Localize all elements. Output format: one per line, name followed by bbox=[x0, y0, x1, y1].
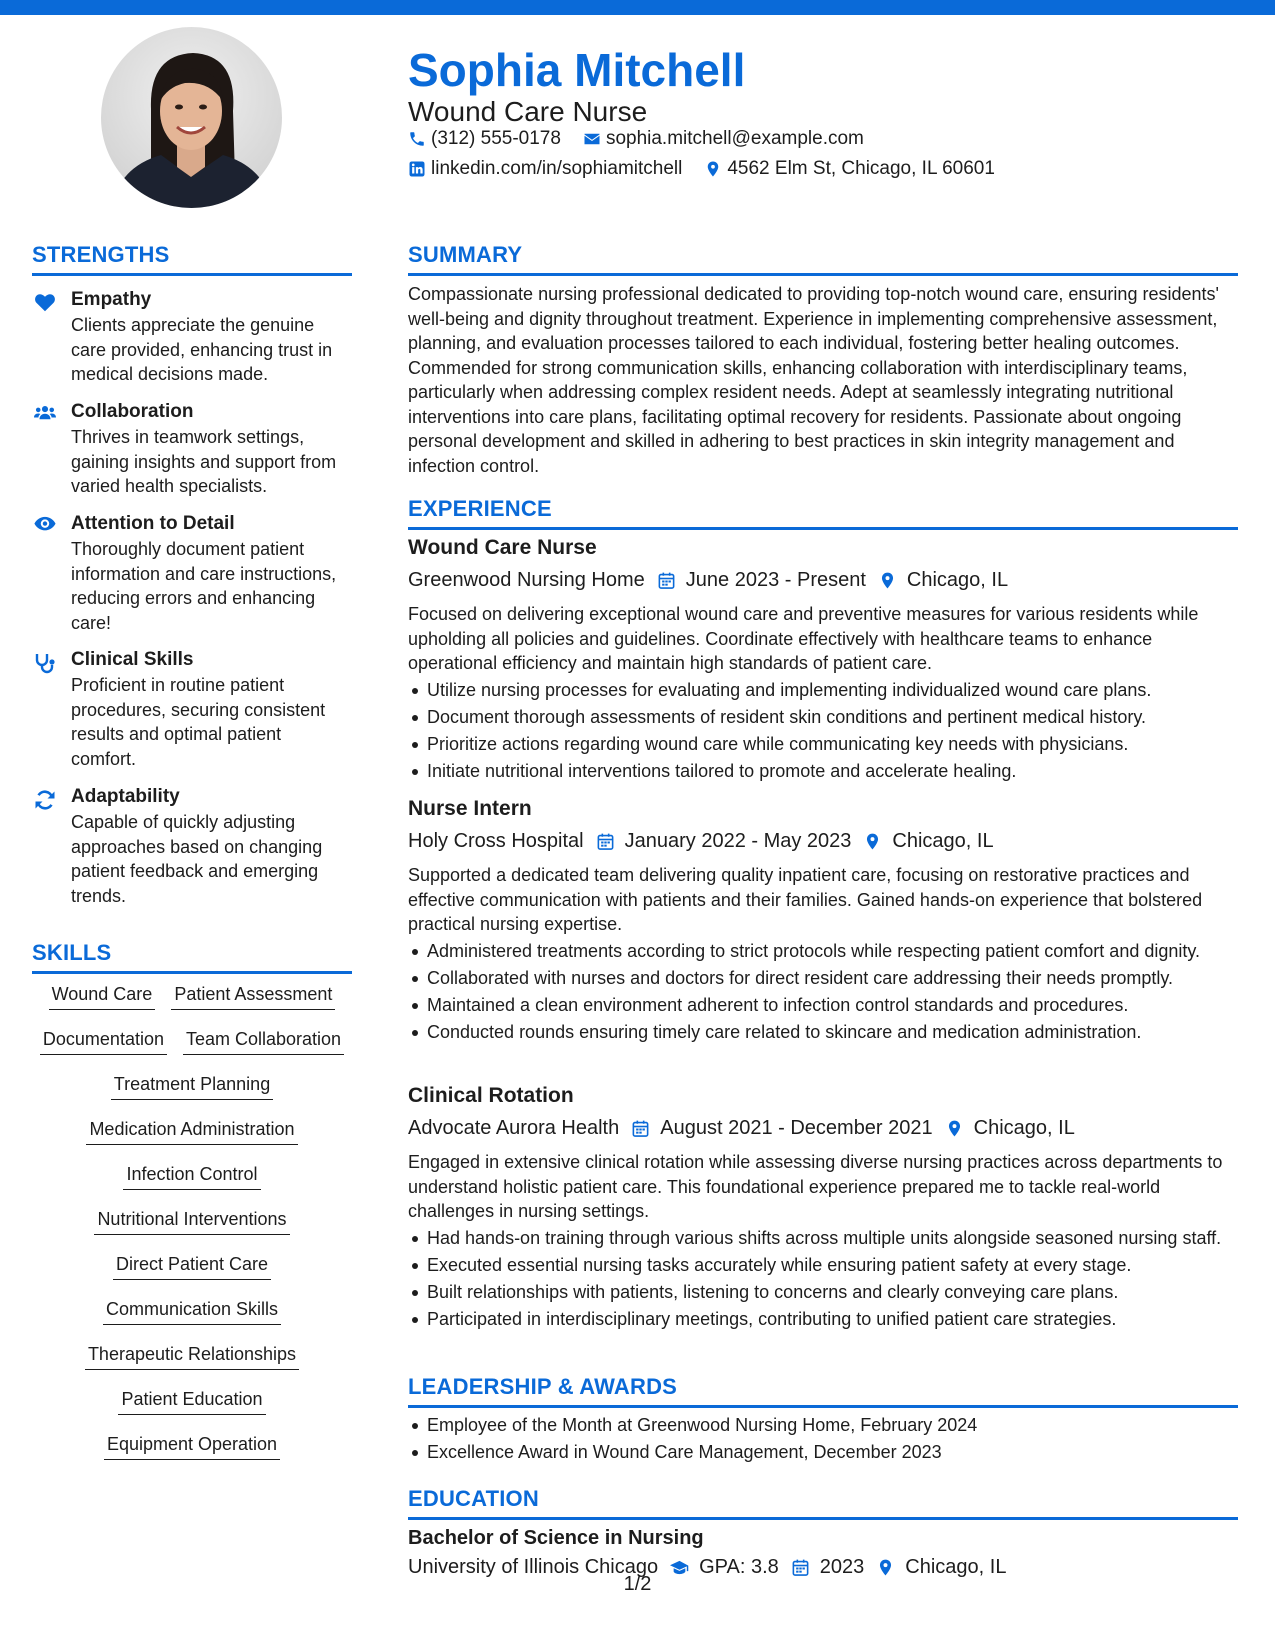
phone-icon bbox=[408, 130, 426, 148]
calendar-icon bbox=[657, 571, 676, 590]
map-pin-icon bbox=[878, 571, 897, 590]
skill-tag: Documentation bbox=[40, 1027, 167, 1055]
stethoscope-icon bbox=[34, 652, 56, 672]
list-item: Prioritize actions regarding wound care while communicating key needs with physicians. bbox=[427, 732, 1257, 757]
job-org: Holy Cross Hospital bbox=[408, 830, 584, 852]
skill-tag: Therapeutic Relationships bbox=[85, 1342, 299, 1370]
list-item: Collaborated with nurses and doctors for direct resident care addressing their needs promptly. bbox=[427, 966, 1257, 991]
strength-name: Empathy bbox=[71, 289, 152, 310]
list-item: Document thorough assessments of resident skin conditions and pertinent medical history. bbox=[427, 705, 1257, 730]
job-bullets bbox=[408, 678, 1257, 786]
email-text: sophia.mitchell@example.com bbox=[605, 128, 864, 149]
map-pin-icon bbox=[945, 1119, 964, 1138]
skill-tag: Infection Control bbox=[123, 1162, 260, 1190]
list-item: Conducted rounds ensuring timely care related to skincare and medication administration. bbox=[427, 1020, 1257, 1045]
skill-tag: Wound Care bbox=[49, 982, 156, 1010]
strength-name: Collaboration bbox=[71, 401, 194, 422]
school-name: University of Illinois Chicago bbox=[408, 1556, 659, 1578]
job-location: Chicago, IL bbox=[892, 830, 994, 852]
strength-name: Adaptability bbox=[71, 786, 180, 807]
job-bullets bbox=[408, 1226, 1257, 1334]
job-description: Supported a dedicated team delivering quality inpatient care, focusing on restorative practices and effective communication with patients and their families. Gained hands-on experience that bolstered practical nursing expertise. bbox=[408, 865, 1203, 934]
list-item: Participated in interdisciplinary meetings, contributing to unified patient care strategies. bbox=[427, 1307, 1257, 1332]
strengths-heading: STRENGTHS bbox=[32, 241, 352, 276]
eye-icon bbox=[34, 516, 56, 536]
linkedin-text: linkedin.com/in/sophiamitchell bbox=[431, 158, 683, 179]
map-pin-icon bbox=[704, 160, 722, 178]
envelope-icon bbox=[583, 130, 601, 148]
job-org: Greenwood Nursing Home bbox=[408, 569, 645, 591]
job-title: Wound Care Nurse bbox=[408, 536, 597, 559]
skill-tag: Team Collaboration bbox=[183, 1027, 344, 1055]
calendar-icon bbox=[631, 1119, 650, 1138]
top-accent-bar bbox=[0, 0, 1275, 15]
job-meta bbox=[408, 567, 1008, 593]
address-text: 4562 Elm St, Chicago, IL 60601 bbox=[727, 158, 995, 179]
skill-tag: Patient Education bbox=[118, 1387, 265, 1415]
skill-tag: Medication Administration bbox=[86, 1117, 297, 1145]
linkedin-icon bbox=[408, 160, 426, 178]
graduation-year: 2023 bbox=[819, 1556, 865, 1578]
strength-name: Clinical Skills bbox=[71, 649, 194, 670]
list-item: Had hands-on training through various shifts across multiple units alongside seasoned nursing staff. bbox=[427, 1226, 1257, 1251]
job-dates: June 2023 - Present bbox=[685, 569, 866, 591]
job-role: Wound Care Nurse bbox=[408, 96, 648, 127]
list-item: Utilize nursing processes for evaluating and implementing individualized wound care plans. bbox=[427, 678, 1257, 703]
strength-description: Capable of quickly adjusting approaches based on changing patient feedback and emerging trends. bbox=[71, 812, 323, 906]
strength-name: Attention to Detail bbox=[71, 513, 235, 534]
sync-icon bbox=[34, 789, 56, 809]
skills-heading: SKILLS bbox=[32, 939, 352, 974]
job-title: Nurse Intern bbox=[408, 797, 532, 820]
skills-list bbox=[32, 982, 352, 1477]
education-heading: EDUCATION bbox=[408, 1485, 1238, 1520]
strength-description: Thoroughly document patient information and care instructions, reducing errors and enhancing care! bbox=[71, 539, 337, 633]
skill-tag: Communication Skills bbox=[103, 1297, 281, 1325]
phone-text: (312) 555-0178 bbox=[431, 128, 561, 149]
strength-description: Proficient in routine patient procedures, securing consistent results and optimal patient comfort. bbox=[71, 675, 326, 769]
job-meta bbox=[408, 828, 994, 854]
job-meta bbox=[408, 1115, 1075, 1141]
skill-tag: Treatment Planning bbox=[111, 1072, 273, 1100]
degree-title: Bachelor of Science in Nursing bbox=[408, 1527, 704, 1549]
linkedin-contact[interactable] bbox=[408, 157, 682, 181]
profile-photo bbox=[101, 27, 282, 208]
summary-text: Compassionate nursing professional dedicated to providing top-notch wound care, ensuring residents' well-being and dignity throughout treatment. Experience in implementing comprehensive assessment, planning, and evaluation processes tailored to each individual, fostering better healing outcomes. Commended for strong communication skills, enhancing collaboration with interdisciplinary teams, particularly when addressing complex resident needs. Adept at seamlessly integrating nutritional interventions into care plans, facilitating optimal recovery for residents. Passionate about ongoing personal development and skilled in adhering to best practices in skin integrity management and infection control. bbox=[408, 284, 1219, 476]
contact-row-2 bbox=[408, 157, 995, 181]
contact-row-1 bbox=[408, 127, 864, 151]
strength-description: Thrives in teamwork settings, gaining insights and support from varied health specialists. bbox=[71, 427, 337, 496]
list-item: Employee of the Month at Greenwood Nursing Home, February 2024 bbox=[427, 1413, 1257, 1438]
job-dates: January 2022 - May 2023 bbox=[624, 830, 852, 852]
list-item: Excellence Award in Wound Care Management, December 2023 bbox=[427, 1440, 1257, 1465]
job-description: Focused on delivering exceptional wound care and preventive measures for various residents while upholding all policies and guidelines. Coordinate effectively with healthcare teams to enhance operational efficiency and maintain high standards of patient care. bbox=[408, 604, 1199, 673]
candidate-name: Sophia Mitchell bbox=[408, 44, 746, 96]
map-pin-icon bbox=[863, 832, 882, 851]
list-item: Maintained a clean environment adherent to infection control standards and procedures. bbox=[427, 993, 1257, 1018]
experience-heading: EXPERIENCE bbox=[408, 495, 1238, 530]
users-icon bbox=[34, 404, 56, 424]
summary-heading: SUMMARY bbox=[408, 241, 1238, 276]
list-item: Executed essential nursing tasks accurately while ensuring patient safety at every stage. bbox=[427, 1253, 1257, 1278]
heart-icon bbox=[34, 292, 56, 312]
job-dates: August 2021 - December 2021 bbox=[660, 1117, 933, 1139]
list-item: Administered treatments according to strict protocols while respecting patient comfort and dignity. bbox=[427, 939, 1257, 964]
list-item: Initiate nutritional interventions tailored to promote and accelerate healing. bbox=[427, 759, 1257, 784]
phone-contact[interactable] bbox=[408, 127, 561, 151]
job-org: Advocate Aurora Health bbox=[408, 1117, 620, 1139]
skill-tag: Equipment Operation bbox=[104, 1432, 280, 1460]
job-location: Chicago, IL bbox=[906, 569, 1009, 591]
email-contact[interactable] bbox=[583, 127, 864, 151]
skill-tag: Direct Patient Care bbox=[113, 1252, 271, 1280]
job-bullets bbox=[408, 939, 1257, 1047]
job-title: Clinical Rotation bbox=[408, 1084, 574, 1107]
list-item: Built relationships with patients, listening to concerns and clearly conveying care plans. bbox=[427, 1280, 1257, 1305]
strength-description: Clients appreciate the genuine care provided, enhancing trust in medical decisions made. bbox=[71, 315, 333, 384]
awards-list bbox=[408, 1413, 1257, 1467]
skill-tag: Nutritional Interventions bbox=[94, 1207, 289, 1235]
calendar-icon bbox=[596, 832, 615, 851]
page-number: 1/2 bbox=[623, 1573, 652, 1595]
gpa-text: GPA: 3.8 bbox=[699, 1556, 779, 1578]
skill-tag: Patient Assessment bbox=[171, 982, 335, 1010]
school-location: Chicago, IL bbox=[905, 1556, 1007, 1578]
job-location: Chicago, IL bbox=[973, 1117, 1075, 1139]
job-description: Engaged in extensive clinical rotation while assessing diverse nursing practices across departments to understand holistic patient care. This foundational experience prepared me to tackle real-world challenges in nursing settings. bbox=[408, 1152, 1223, 1221]
address-contact bbox=[704, 157, 995, 181]
awards-heading: LEADERSHIP & AWARDS bbox=[408, 1373, 1238, 1408]
